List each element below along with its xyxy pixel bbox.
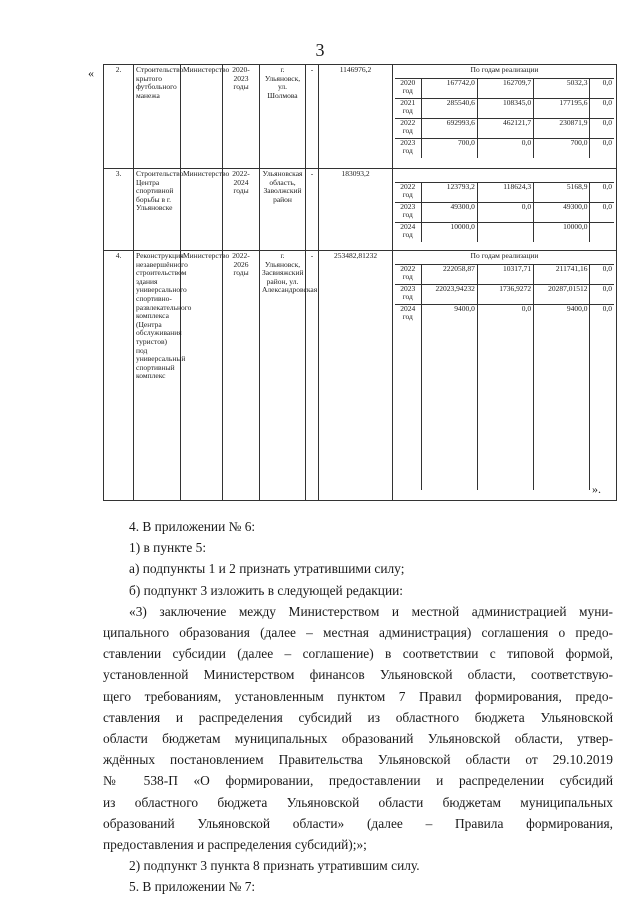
total-cost: 183093,2 bbox=[319, 169, 393, 251]
year-label: 2022 год bbox=[395, 183, 421, 203]
row-number: 3. bbox=[104, 169, 134, 251]
paragraph-new-wording-line: предоставления и распределения субсидий);»; bbox=[103, 837, 367, 853]
value-federal: 108345,0 bbox=[477, 99, 533, 119]
paragraph-new-wording-line: образований Ульяновской области» (далее – Правила формирования, bbox=[103, 815, 613, 831]
paragraph-new-wording-line: из областного бюджета Ульяновской области бюджетам муниципальных bbox=[103, 794, 613, 810]
dash-cell: - bbox=[306, 251, 319, 501]
paragraph-new-wording-line: «3) заключение между Министерством и местной администрацией муни- bbox=[129, 603, 613, 619]
value-regional: 230871,9 bbox=[534, 119, 590, 139]
paragraph-appendix-7: 5. В приложении № 7: bbox=[129, 879, 256, 895]
total-cost: 1146976,2 bbox=[319, 65, 393, 169]
implementation-period: 2022-2024 годы bbox=[223, 169, 260, 251]
paragraph-appendix-6: 4. В приложении № 6: bbox=[129, 519, 256, 534]
total-cost: 253482,81232 bbox=[319, 251, 393, 501]
paragraph-new-wording-line: ждённых постановлением Правительства Ульяновской области от 29.10.2019 bbox=[103, 752, 613, 768]
paragraph-subpoint-b: б) подпункт 3 изложить в следующей редакции: bbox=[129, 582, 404, 598]
value-regional: 49300,0 bbox=[534, 203, 590, 223]
value-other: 0,0 bbox=[590, 183, 614, 203]
value-federal: 462121,7 bbox=[477, 119, 533, 139]
table-row bbox=[104, 251, 617, 501]
year-row bbox=[395, 223, 614, 243]
implementation-period: 2020-2023 годы bbox=[223, 65, 260, 169]
object-location: г. Ульяновск, ул. Шолмова bbox=[260, 65, 306, 169]
closing-quote: ». bbox=[592, 482, 601, 496]
value-total: 49300,0 bbox=[421, 203, 477, 223]
year-row bbox=[395, 265, 614, 285]
year-row bbox=[395, 183, 614, 203]
paragraph-new-wording-line: щего требованиям, установленным пунктом 7 Правил формирования, предо- bbox=[103, 688, 613, 704]
year-row bbox=[395, 119, 614, 139]
paragraph-new-wording-line: ставления и распределения субсидий из областного бюджета Ульяновской bbox=[103, 709, 613, 725]
paragraph-new-wording-line: № 538-П «О формировании, предоставлении и распределении субсидий bbox=[103, 773, 613, 789]
value-federal: 10317,71 bbox=[477, 265, 533, 285]
year-row bbox=[395, 305, 614, 490]
table-row bbox=[104, 169, 617, 251]
value-other: 0,0 bbox=[590, 139, 614, 159]
by-years-header: По годам реализации bbox=[395, 252, 614, 265]
value-regional: 10000,0 bbox=[534, 223, 590, 243]
value-total: 10000,0 bbox=[421, 223, 477, 243]
object-name: Строительство Центра спортивной борьбы в г. Ульяновске bbox=[134, 169, 181, 251]
value-other: 0,0 bbox=[590, 79, 614, 99]
object-location: г. Ульяновск, Засвияжский район, ул. Александровская bbox=[260, 251, 306, 501]
value-total: 700,0 bbox=[421, 139, 477, 159]
row-number: 4. bbox=[104, 251, 134, 501]
year-row bbox=[395, 99, 614, 119]
value-other: 0,0 bbox=[590, 119, 614, 139]
responsible-ministry: Министерство bbox=[181, 169, 223, 251]
dash-cell: - bbox=[306, 65, 319, 169]
year-label: 2023 год bbox=[395, 285, 421, 305]
value-regional: 5168,9 bbox=[534, 183, 590, 203]
yearly-breakdown bbox=[393, 65, 617, 169]
value-federal: 162709,7 bbox=[477, 79, 533, 99]
yearly-breakdown bbox=[393, 251, 617, 501]
value-total: 9400,0 bbox=[421, 305, 477, 490]
paragraph-new-wording-line: установленной Министерством финансов Ульяновской области, соответствую- bbox=[103, 667, 613, 683]
value-federal: 0,0 bbox=[477, 203, 533, 223]
value-regional: 700,0 bbox=[534, 139, 590, 159]
object-name: Строительство крытого футбольного манежа bbox=[134, 65, 181, 169]
opening-quote: « bbox=[88, 66, 94, 80]
implementation-period: 2022-2026 годы bbox=[223, 251, 260, 501]
value-total: 222058,87 bbox=[421, 265, 477, 285]
by-years-header: По годам реализации bbox=[395, 66, 614, 79]
value-total: 167742,0 bbox=[421, 79, 477, 99]
value-federal bbox=[477, 223, 533, 243]
year-label: 2022 год bbox=[395, 119, 421, 139]
year-label: 2021 год bbox=[395, 99, 421, 119]
document-body bbox=[103, 516, 613, 898]
paragraph-new-wording-line: области бюджетам муниципальных образований Ульяновской области, утвер- bbox=[103, 731, 613, 747]
header-spacer bbox=[395, 170, 614, 183]
year-row bbox=[395, 203, 614, 223]
paragraph-point-5: 1) в пункте 5: bbox=[129, 540, 207, 556]
row-number: 2. bbox=[104, 65, 134, 169]
value-regional: 9400,0 bbox=[534, 305, 590, 490]
value-federal: 1736,9272 bbox=[477, 285, 533, 305]
year-row bbox=[395, 285, 614, 305]
year-label: 2024 год bbox=[395, 305, 421, 490]
value-other: 0,0 bbox=[590, 285, 614, 305]
year-label: 2024 год bbox=[395, 223, 421, 243]
value-regional: 177195,6 bbox=[534, 99, 590, 119]
value-federal: 0,0 bbox=[477, 139, 533, 159]
year-label: 2023 год bbox=[395, 139, 421, 159]
page-number: 3 bbox=[315, 40, 325, 60]
responsible-ministry: Министерство bbox=[181, 251, 223, 501]
year-row bbox=[395, 139, 614, 159]
object-location: Ульяновская область, Заволжский район bbox=[260, 169, 306, 251]
year-label: 2022 год bbox=[395, 265, 421, 285]
value-other bbox=[590, 223, 614, 243]
value-total: 123793,2 bbox=[421, 183, 477, 203]
yearly-breakdown bbox=[393, 169, 617, 251]
paragraph-subpoint-a: а) подпункты 1 и 2 признать утратившими силу; bbox=[129, 561, 405, 577]
year-label: 2023 год bbox=[395, 203, 421, 223]
paragraph-point-2: 2) подпункт 3 пункта 8 признать утратившим силу. bbox=[129, 858, 420, 874]
responsible-ministry: Министерство bbox=[181, 65, 223, 169]
projects-table bbox=[103, 64, 617, 501]
value-other: 0,0 bbox=[590, 265, 614, 285]
value-other: 0,0 bbox=[590, 305, 614, 490]
dash-cell: - bbox=[306, 169, 319, 251]
paragraph-new-wording-line: ставлении субсидии (далее – соглашение) в соответствии с типовой формой, bbox=[103, 646, 613, 662]
value-other: 0,0 bbox=[590, 99, 614, 119]
value-total: 285540,6 bbox=[421, 99, 477, 119]
year-row bbox=[395, 79, 614, 99]
value-federal: 118624,3 bbox=[477, 183, 533, 203]
value-total: 22023,94232 bbox=[421, 285, 477, 305]
value-federal: 0,0 bbox=[477, 305, 533, 490]
value-other: 0,0 bbox=[590, 203, 614, 223]
object-name: Реконструкция незавершённого строительством здания универсального спортивно-развлекательного комплекса (Центра обслуживания туристов) под универсальный спортивный комплекс bbox=[134, 251, 181, 501]
value-regional: 20287,01512 bbox=[534, 285, 590, 305]
value-regional: 5032,3 bbox=[534, 79, 590, 99]
value-regional: 211741,16 bbox=[534, 265, 590, 285]
value-total: 692993,6 bbox=[421, 119, 477, 139]
table-row bbox=[104, 65, 617, 169]
year-label: 2020 год bbox=[395, 79, 421, 99]
paragraph-new-wording-line: ципального образования (далее – местная администрация) соглашения о предо- bbox=[103, 625, 613, 641]
